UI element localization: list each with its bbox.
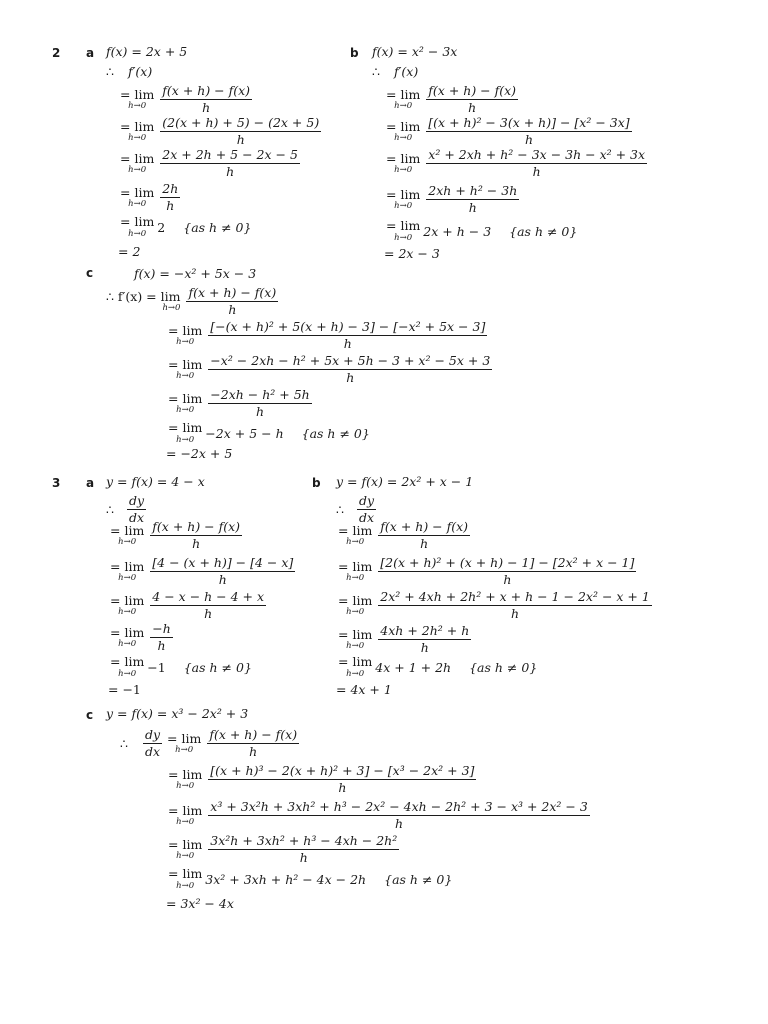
equation-line: = lim h→0 $\frac{2h}{h}$ — [120, 181, 179, 214]
equation-line: ∴ f′(x) — [372, 64, 419, 79]
equation-line: = lim h→0 $\frac{f(x + h) - f(x)}{h}$ — [386, 83, 517, 116]
part-label: a — [86, 476, 95, 490]
equation-line: = lim h→0 $\frac{\text{3x²h + 3xh² + h³ − 4xh − 2h²}}{h}$ — [168, 833, 398, 866]
part-label: a — [86, 46, 95, 60]
equation-line: = lim h→0 $\frac{\text{4xh + 2h² + h}}{h}$ — [338, 623, 470, 656]
equation-line: = lim h→0 $\frac{2x + 2h + 5 - 2x - 5}{h}$ — [120, 147, 298, 180]
equation-line: y = f(x) = x³ − 2x² + 3 — [106, 706, 249, 721]
equation-line: ∴ $\frac{dy}{dx}$ — [336, 493, 375, 526]
equation-line: = 2 — [118, 244, 141, 259]
equation-line: = lim h→0 $\frac{\text{[−(x + h)² + 5(x + h) − 3] − [−x² + 5x − 3]}}{h}$ — [168, 319, 486, 352]
equation-line: f(x) = x² − 3x — [372, 44, 458, 59]
part-label: c — [86, 266, 94, 280]
equation-line: = lim h→0 2 {as h ≠ 0} — [120, 214, 252, 239]
equation-line: = lim h→0 $\frac{(2(x + h) + 5) - (2x + 5)}{h}$ — [120, 115, 320, 148]
equation-line: ∴ f′(x) — [106, 64, 153, 79]
equation-line: = lim h→0 $\frac{\text{[2(x + h)² + (x + h) − 1] − [2x² + x − 1]}}{h}$ — [338, 555, 635, 588]
part-label: b — [312, 476, 321, 490]
equation-line: y = f(x) = 2x² + x − 1 — [336, 474, 474, 489]
equation-line: = lim h→0 $\frac{\text{x² + 2xh + h² − 3x − 3h − x² + 3x}}{h}$ — [386, 147, 646, 180]
equation-line: ∴ $\frac{dy}{dx}$ — [106, 493, 145, 526]
equation-line: = lim h→0 $\frac{\text{2xh + h² − 3h}}{h}$ — [386, 183, 518, 216]
equation-line: = lim h→0 $\frac{\text{2x² + 4xh + 2h² + x + h − 1 − 2x² − x + 1}}{h}$ — [338, 589, 650, 622]
equation-line: f(x) = 2x + 5 — [106, 44, 188, 59]
question-number: 2 — [52, 46, 61, 60]
equation-line: = 4x + 1 — [336, 682, 392, 697]
equation-line: = lim h→0 $\frac{\text{[(x + h)² − 3(x + h)] − [x² − 3x]}}{h}$ — [386, 115, 630, 148]
equation-line: = lim h→0 $\frac{\text{x³ + 3x²h + 3xh² + h³ − 2x² − 4xh − 2h² + 3 − x³ + 2x² − 3}}{h}$ — [168, 799, 588, 832]
equation-line: = lim h→0 −1 {as h ≠ 0} — [110, 654, 252, 679]
equation-line: ∴ f′(x) = lim h→0 $\frac{f(x + h) - f(x)}{h}$ — [106, 285, 277, 318]
equation-line: = −2x + 5 — [166, 446, 233, 461]
part-label: c — [86, 708, 94, 722]
equation-line: = 2x − 3 — [384, 246, 440, 261]
equation-line: f(x) = −x² + 5x − 3 — [134, 266, 257, 281]
equation-line: = lim h→0 $\frac{[4 - (x + h)] - [4 - x]}{h}$ — [110, 555, 294, 588]
part-label: b — [350, 46, 359, 60]
equation-line: = lim h→0 $\frac{4 - x - h - 4 + x}{h}$ — [110, 589, 265, 622]
equation-line: = lim h→0 $\frac{f(x + h) - f(x)}{h}$ — [338, 519, 469, 552]
question-number: 3 — [52, 476, 61, 490]
equation-line: = lim h→0 2x + h − 3 {as h ≠ 0} — [386, 218, 578, 243]
equation-line: = lim h→0 $\frac{-h}{h}$ — [110, 621, 171, 654]
equation-line: y = f(x) = 4 − x — [106, 474, 205, 489]
equation-line: = lim h→0 4x + 1 + 2h {as h ≠ 0} — [338, 654, 538, 679]
equation-line: = lim h→0 $\frac{f(x + h) - f(x)}{h}$ — [120, 83, 251, 116]
equation-line: = lim h→0 $\frac{\text{[(x + h)³ − 2(x + h)² + 3] − [x³ − 2x² + 3]}}{h}$ — [168, 763, 475, 796]
equation-line: = lim h→0 $\frac{\text{−x² − 2xh − h² + 5x + 5h − 3 + x² − 5x + 3}}{h}$ — [168, 353, 491, 386]
equation-line: = lim h→0 $\frac{f(x + h) - f(x)}{h}$ — [110, 519, 241, 552]
equation-line: ∴ $\frac{dy}{dx}$ = lim h→0 $\frac{f(x + h) - f(x)}{h}$ — [120, 727, 298, 760]
equation-line: = 3x² − 4x — [166, 896, 234, 911]
equation-line: = lim h→0 $\frac{\text{−2xh − h² + 5h}}{h}$ — [168, 387, 310, 420]
equation-line: = −1 — [108, 682, 141, 697]
equation-line: = lim h→0 −2x + 5 − h {as h ≠ 0} — [168, 420, 370, 445]
equation-line: = lim h→0 3x² + 3xh + h² − 4x − 2h {as h ≠ 0} — [168, 866, 453, 891]
